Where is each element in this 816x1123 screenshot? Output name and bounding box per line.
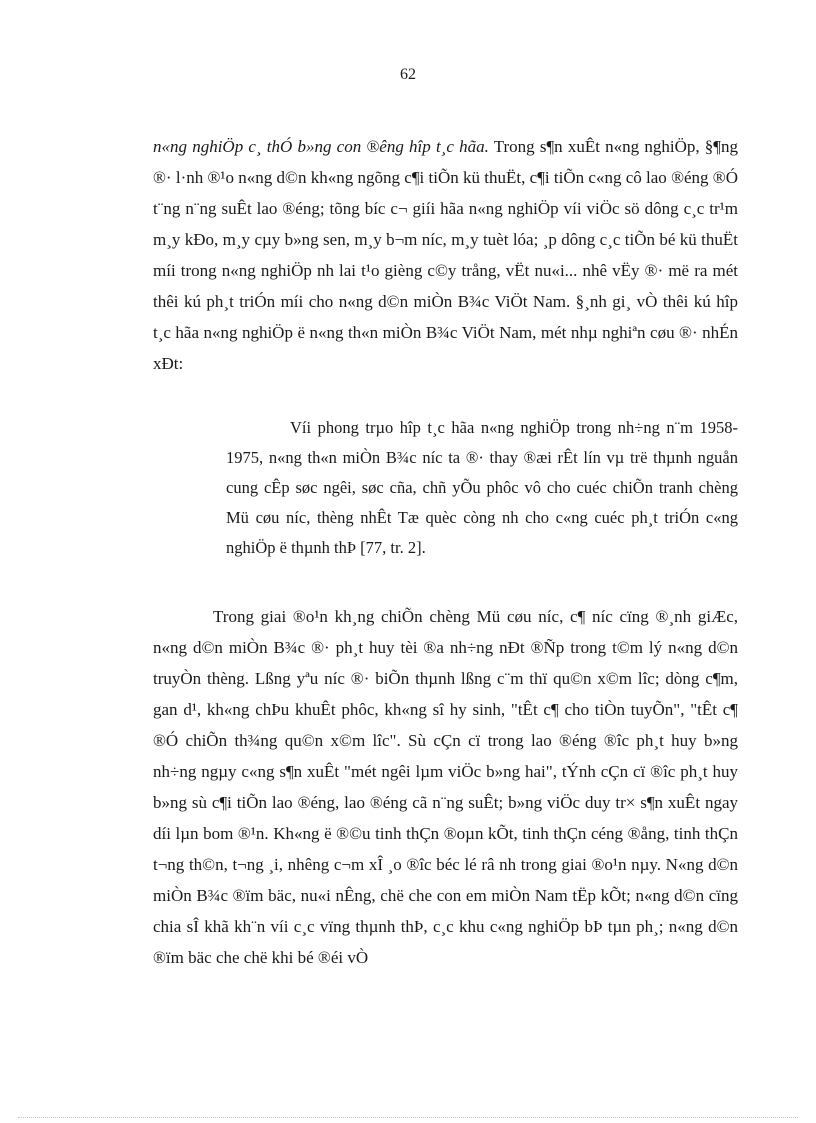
block-quote — [226, 413, 738, 563]
block-quote-text: Víi phong trµo hîp t¸c hãa n«ng nghiÖp trong nh÷ng n¨m 1958- 1975, n«ng th«n miÒn B¾c níc ta ®· thay ®æi rÊt lín vµ trë thµnh nguån cung cÊp søc ngêi, søc cña, chñ yÕu phôc vô cho cuéc chiÕn tranh chèng Mü cøu níc, thèng nhÊt Tæ quèc còng nh cho c«ng cuéc ph¸t triÓn c«ng nghiÖp ë thµnh thÞ [77, tr. 2]. — [226, 418, 738, 557]
paragraph-resistance: Trong giai ®o¹n kh¸ng chiÕn chèng Mü cøu níc, c¶ níc cïng ®¸nh giÆc, n«ng d©n miÒn B¾c ®· ph¸t huy tèi ®a nh÷ng nÐt ®Ñp trong t©m lý n«ng d©n truyÒn thèng. Lßng yªu níc ®· biÕn thµnh lßng c¨m thï qu©n x©m lîc; dòng c¶m, gan d¹, kh«ng chÞu khuÊt phôc, kh«ng sî hy sinh, "tÊt c¶ cho tiÒn tuyÕn", "tÊt c¶ ®Ó chiÕn th¾ng qu©n x©m lîc". Sù cÇn cï trong lao ®éng ®îc ph¸t huy b»ng nh÷ng ngµy c«ng s¶n xuÊt "mét ngêi lµm viÖc b»ng hai", tÝnh cÇn cï ®îc ph¸t huy b»ng sù c¶i tiÕn lao ®éng, lao ®éng cã n¨ng suÊt; b»ng viÖc duy tr× s¶n xuÊt ngay díi lµn bom ®¹n. Kh«ng ë ®©u tinh thÇn ®oµn kÕt, tinh thÇn céng ®ång, tinh thÇn t¬ng th©n, t¬ng ¸i, nhêng c¬m xÎ ¸o ®îc béc lé râ nh trong giai ®o¹n nµy. N«ng d©n miÒn B¾c ®ïm bäc, nu«i nÊng, chë che con em miÒn Nam tËp kÕt; n«ng d©n cïng chia sÎ khã kh¨n víi c¸c vïng thµnh thÞ, c¸c khu c«ng nghiÖp bÞ tµn ph¸; n«ng d©n ®ïm bäc che chë khi bé ®éi vÒ — [153, 607, 738, 967]
page-number: 62 — [400, 66, 416, 83]
footer-divider — [18, 1117, 798, 1118]
paragraph-intro-text: Trong s¶n xuÊt n«ng nghiÖp, §¶ng ®· l·nh ®¹o n«ng d©n kh«ng ngõng c¶i tiÕn kü thuËt, c¶i tiÕn c«ng cô lao ®éng ®Ó t¨ng n¨ng suÊt lao ®éng; tõng bíc c¬ giíi hãa n«ng nghiÖp víi viÖc sö dông c¸c tr¹m m¸y kÐo, m¸y cµy b»ng sen, m¸y b¬m níc, m¸y tuèt lóa; ¸p dông c¸c tiÕn bé kü thuËt míi trong n«ng nghiÖp nh lai t¹o gièng c©y trång, vËt nu«i... nhê vËy ®· më ra mét thêi kú ph¸t triÓn míi cho n«ng d©n miÒn B¾c ViÖt Nam. §¸nh gi¸ vÒ thêi kú hîp t¸c hãa n«ng nghiÖp ë n«ng th«n miÒn B¾c ViÖt Nam, mét nhµ nghiªn cøu ®· nhÉn xÐt: — [153, 137, 738, 373]
paragraph-intro — [153, 131, 738, 379]
italic-lead-text: n«ng nghiÖp c¸ thÓ b»ng con ®êng hîp t¸c hãa. — [153, 137, 489, 156]
